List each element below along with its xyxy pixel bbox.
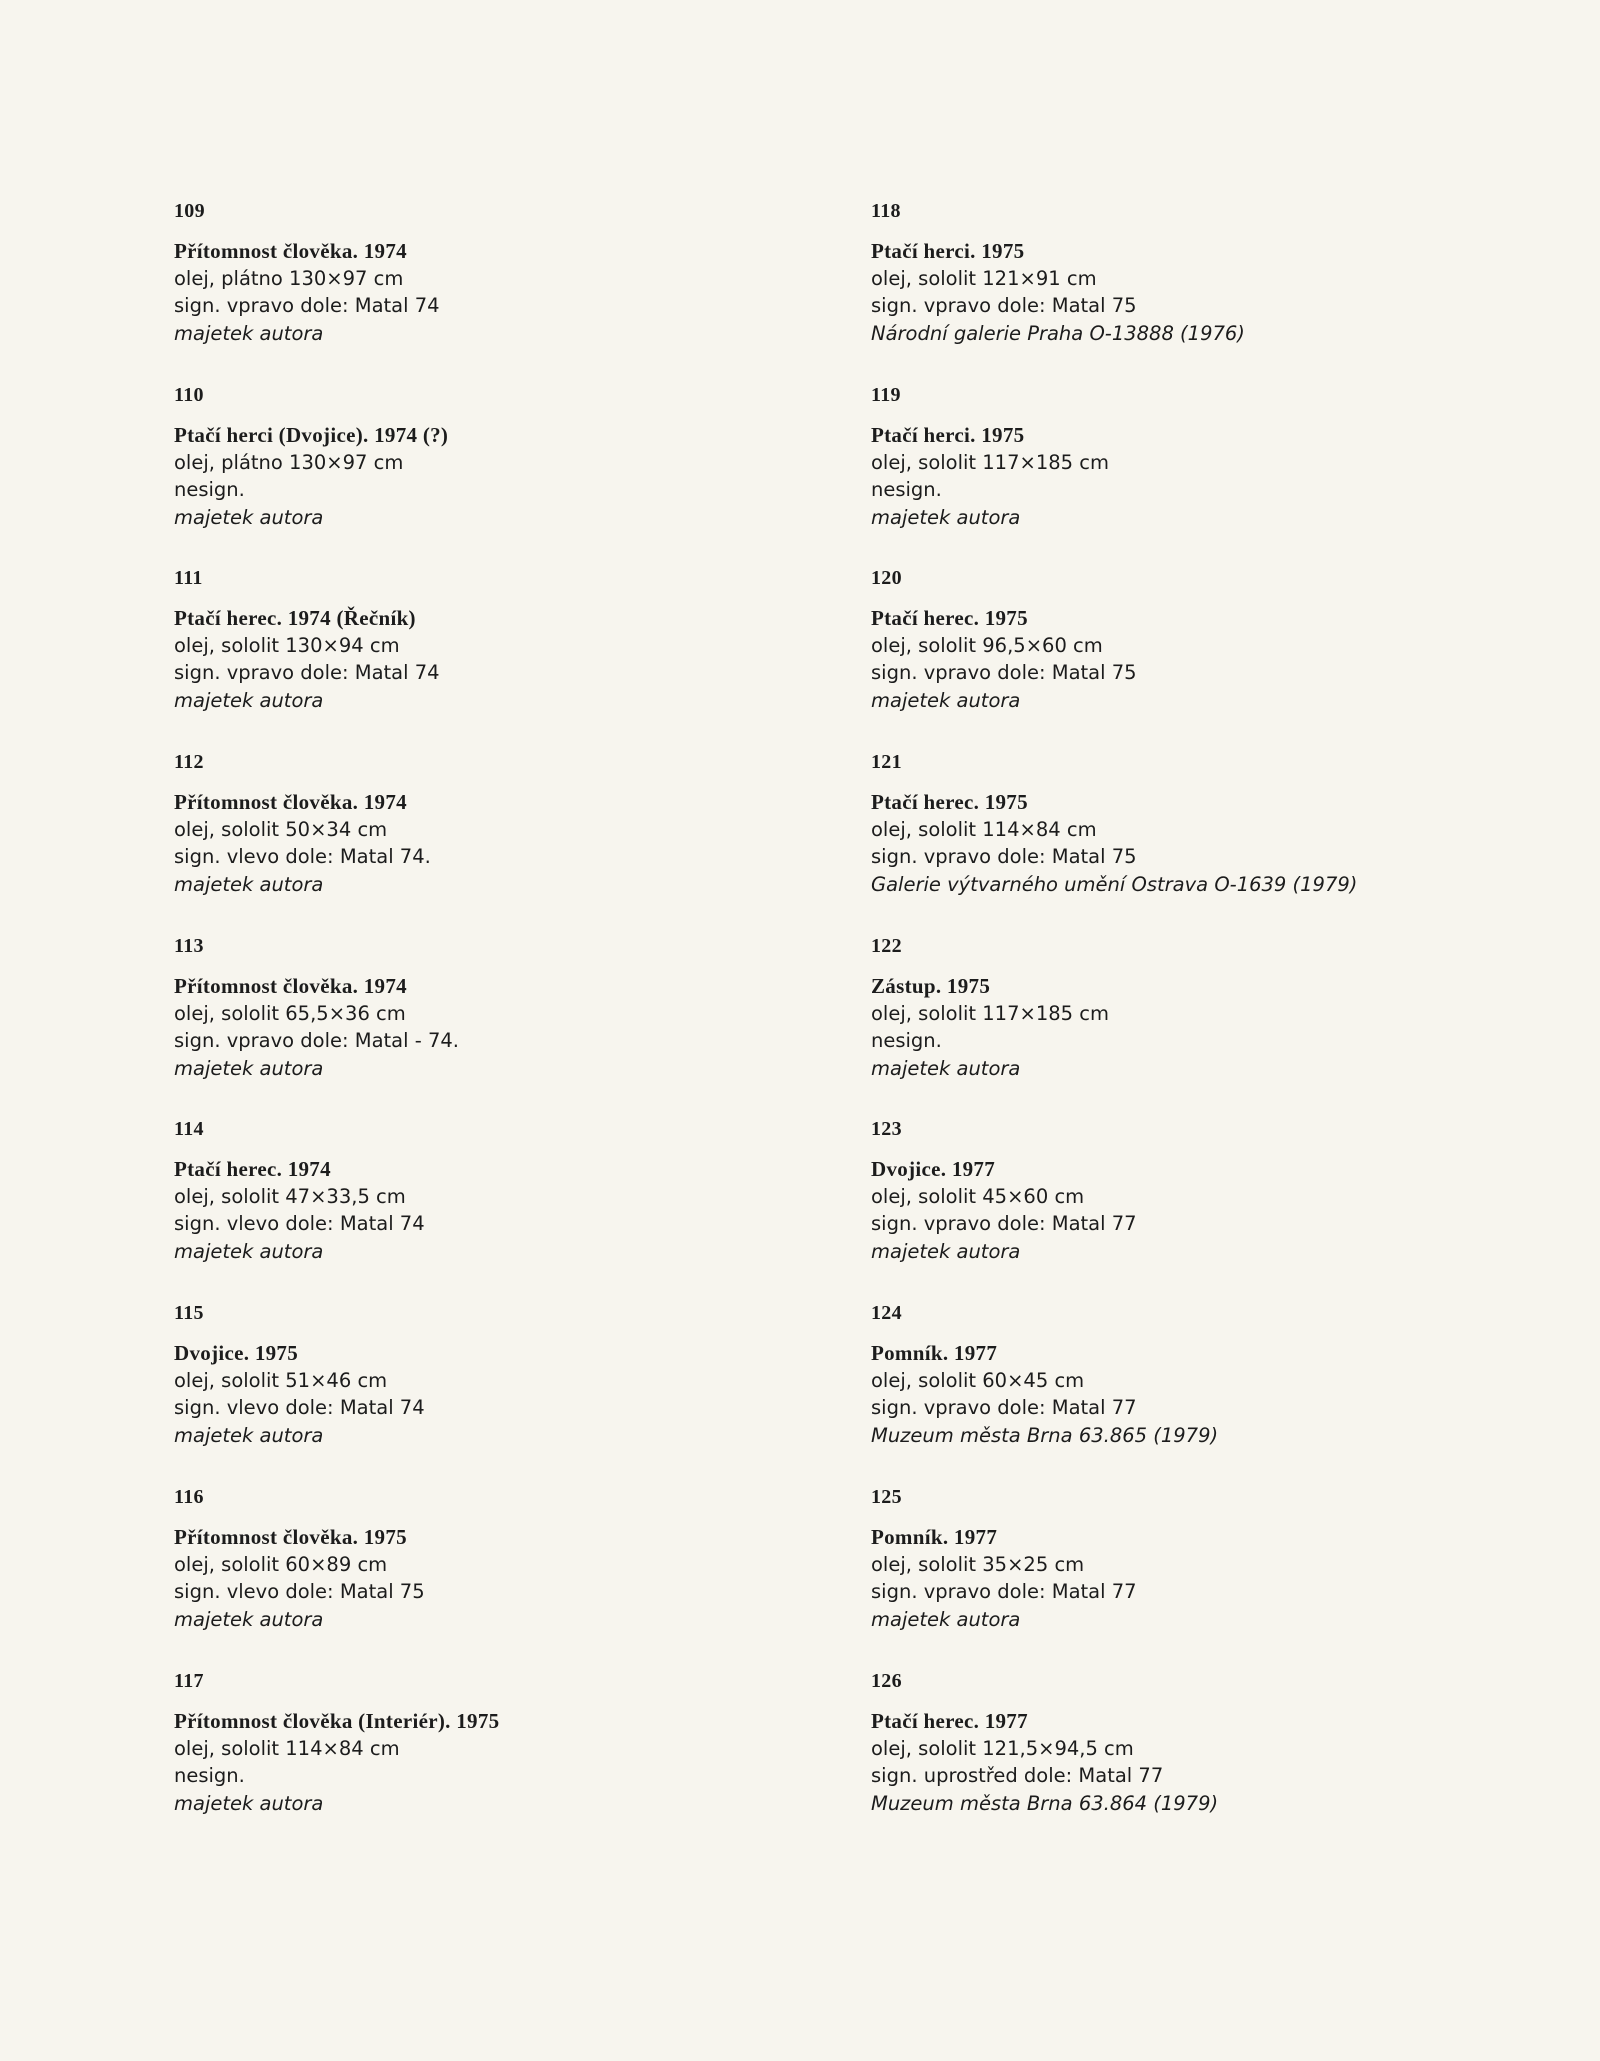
entry-signature: sign. vpravo dole: Matal 77 <box>871 1396 1137 1420</box>
entry-title: Ptačí herec. 1974 (Řečník) <box>174 606 416 631</box>
entry-owner: Muzeum města Brna 63.865 (1979) <box>871 1424 1219 1448</box>
entry-medium: olej, sololit 117×185 cm <box>871 1001 1109 1025</box>
catalogue-entry <box>871 1484 1511 1668</box>
entry-signature: sign. vpravo dole: Matal 75 <box>871 661 1137 685</box>
catalogue-entry <box>174 198 814 382</box>
entry-title: Přítomnost člověka. 1974 <box>174 239 407 263</box>
catalogue-entry <box>871 1668 1511 1852</box>
entry-medium: olej, sololit 96,5×60 cm <box>871 634 1103 658</box>
entry-title: Zástup. 1975 <box>871 973 991 998</box>
entry-owner: majetek autora <box>174 1607 324 1631</box>
entry-owner: majetek autora <box>174 1791 324 1815</box>
entry-owner: majetek autora <box>174 873 324 897</box>
entry-owner: Muzeum města Brna 63.864 (1979) <box>871 1791 1219 1815</box>
entry-medium: olej, plátno 130×97 cm <box>174 450 404 474</box>
entry-number: 112 <box>174 751 204 774</box>
entry-title: Přítomnost člověka. 1975 <box>174 1524 407 1549</box>
entry-owner: majetek autora <box>174 689 324 713</box>
entry-signature: sign. vpravo dole: Matal - 74. <box>174 1028 459 1052</box>
entry-signature: sign. vlevo dole: Matal 74 <box>174 1212 425 1236</box>
entry-medium: olej, sololit 47×33,5 cm <box>174 1185 406 1209</box>
catalogue-entry <box>871 749 1511 933</box>
entry-number: 113 <box>174 934 204 957</box>
entry-signature: nesign. <box>174 1763 245 1787</box>
catalogue-entry <box>871 1300 1511 1484</box>
entry-title: Dvojice. 1975 <box>174 1341 299 1366</box>
entry-medium: olej, sololit 60×89 cm <box>174 1552 388 1576</box>
entry-medium: olej, sololit 117×185 cm <box>871 450 1109 474</box>
entry-title: Ptačí herec. 1977 <box>871 1708 1028 1733</box>
entry-number: 118 <box>871 200 901 222</box>
entry-title: Ptačí herci (Dvojice). 1974 (?) <box>174 422 449 447</box>
entry-medium: olej, sololit 121,5×94,5 cm <box>871 1736 1134 1760</box>
entry-medium: olej, sololit 114×84 cm <box>174 1736 400 1760</box>
catalogue-entry <box>174 1668 814 1852</box>
entry-medium: olej, sololit 50×34 cm <box>174 818 388 842</box>
entry-signature: nesign. <box>871 1028 942 1052</box>
entry-medium: olej, sololit 114×84 cm <box>871 818 1097 842</box>
entry-title: Pomník. 1977 <box>871 1341 998 1366</box>
entry-signature: sign. vpravo dole: Matal 74 <box>174 294 440 317</box>
entry-title: Přítomnost člověka (Interiér). 1975 <box>174 1708 500 1733</box>
catalogue-entry <box>174 749 814 933</box>
entry-number: 126 <box>871 1669 902 1692</box>
catalogue-entry <box>174 1300 814 1484</box>
entry-signature: sign. vlevo dole: Matal 74. <box>174 845 431 869</box>
catalogue-entry <box>174 565 814 749</box>
entry-signature: nesign. <box>871 477 942 501</box>
entry-number: 115 <box>174 1302 204 1325</box>
entry-title: Dvojice. 1977 <box>871 1157 996 1182</box>
entry-signature: sign. uprostřed dole: Matal 77 <box>871 1763 1164 1787</box>
entry-medium: olej, sololit 121×91 cm <box>871 267 1097 290</box>
entry-title: Přítomnost člověka. 1974 <box>174 790 407 815</box>
entry-owner: majetek autora <box>871 689 1021 713</box>
entry-number: 123 <box>871 1118 902 1141</box>
entry-title: Pomník. 1977 <box>871 1524 998 1549</box>
entry-number: 125 <box>871 1485 902 1508</box>
entry-number: 117 <box>174 1669 204 1692</box>
entry-owner: majetek autora <box>871 1056 1021 1080</box>
entry-title: Ptačí herec. 1974 <box>174 1157 331 1182</box>
entry-medium: olej, sololit 65,5×36 cm <box>174 1001 406 1025</box>
entry-owner: majetek autora <box>174 505 324 529</box>
entry-number: 120 <box>871 567 902 590</box>
entry-owner: majetek autora <box>871 1607 1021 1631</box>
entry-signature: sign. vpravo dole: Matal 77 <box>871 1212 1137 1236</box>
entry-number: 121 <box>871 751 902 774</box>
entry-number: 110 <box>174 383 204 406</box>
entry-number: 119 <box>871 383 901 406</box>
entry-signature: sign. vlevo dole: Matal 74 <box>174 1396 425 1420</box>
entry-number: 124 <box>871 1302 902 1325</box>
entry-owner: majetek autora <box>174 1240 324 1264</box>
entry-owner: Národní galerie Praha O-13888 (1976) <box>871 322 1245 345</box>
entry-number: 116 <box>174 1485 204 1508</box>
entry-number: 114 <box>174 1118 204 1141</box>
entry-signature: sign. vpravo dole: Matal 74 <box>174 661 440 685</box>
entry-signature: sign. vpravo dole: Matal 75 <box>871 294 1137 317</box>
entry-medium: olej, sololit 60×45 cm <box>871 1369 1085 1393</box>
entry-owner: majetek autora <box>174 1056 324 1080</box>
entry-title: Ptačí herci. 1975 <box>871 239 1025 263</box>
catalogue-entry <box>174 382 814 566</box>
catalogue-entry <box>871 1116 1511 1300</box>
entry-medium: olej, sololit 51×46 cm <box>174 1369 388 1393</box>
entry-owner: Galerie výtvarného umění Ostrava O-1639 (1979) <box>871 873 1358 897</box>
entry-owner: majetek autora <box>871 1240 1021 1264</box>
entry-owner: majetek autora <box>174 322 324 345</box>
right-column <box>871 198 1511 1851</box>
entry-signature: sign. vpravo dole: Matal 75 <box>871 845 1137 869</box>
entry-number: 111 <box>174 567 203 590</box>
entry-medium: olej, sololit 35×25 cm <box>871 1552 1085 1576</box>
entry-owner: majetek autora <box>871 505 1021 529</box>
entry-medium: olej, sololit 45×60 cm <box>871 1185 1085 1209</box>
catalogue-entry <box>871 565 1511 749</box>
entry-medium: olej, sololit 130×94 cm <box>174 634 400 658</box>
catalogue-entry <box>174 1116 814 1300</box>
entry-title: Ptačí herci. 1975 <box>871 422 1025 447</box>
entry-number: 109 <box>174 200 205 222</box>
entry-signature: nesign. <box>174 477 245 501</box>
entry-medium: olej, plátno 130×97 cm <box>174 267 404 290</box>
catalogue-entry <box>174 1484 814 1668</box>
entry-title: Ptačí herec. 1975 <box>871 790 1028 815</box>
catalogue-entry <box>871 382 1511 566</box>
catalogue-entry <box>174 933 814 1117</box>
entry-signature: sign. vlevo dole: Matal 75 <box>174 1579 425 1603</box>
left-column <box>174 198 814 1851</box>
catalogue-entry <box>871 933 1511 1117</box>
entry-signature: sign. vpravo dole: Matal 77 <box>871 1579 1137 1603</box>
entry-number: 122 <box>871 934 902 957</box>
entry-owner: majetek autora <box>174 1424 324 1448</box>
catalogue-entry <box>871 198 1511 382</box>
entry-title: Přítomnost člověka. 1974 <box>174 973 407 998</box>
entry-title: Ptačí herec. 1975 <box>871 606 1028 631</box>
